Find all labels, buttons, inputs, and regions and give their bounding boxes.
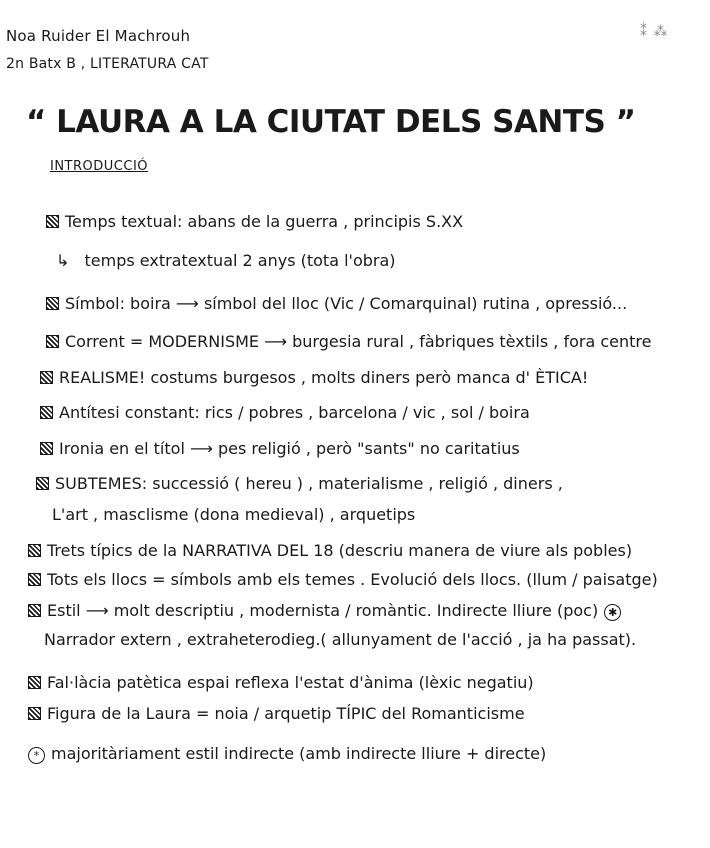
list-item-continuation: Narrador extern , extraheterodieg.( allunyament de l'acció , ja ha passat).	[44, 630, 637, 649]
list-item	[46, 294, 627, 313]
checkbox-icon	[40, 442, 53, 455]
list-item	[46, 212, 463, 231]
checkbox-icon	[28, 544, 41, 557]
list-item	[28, 570, 658, 589]
checkbox-icon	[46, 335, 59, 348]
page-title: “ LAURA A LA CIUTAT DELS SANTS ”	[26, 104, 636, 140]
list-item	[40, 368, 588, 387]
checkbox-icon	[28, 573, 41, 586]
checkbox-icon	[28, 707, 41, 720]
list-item-text: Ironia en el títol ⟶ pes religió , però "sants" no caritatius	[59, 439, 520, 458]
list-item-text: Trets típics de la NARRATIVA DEL 18 (descriu manera de viure als pobles)	[47, 541, 633, 560]
list-item-continuation: L'art , masclisme (dona medieval) , arquetips	[52, 505, 416, 524]
list-item-text: Corrent = MODERNISME ⟶ burgesia rural , fàbriques tèxtils , fora centre	[65, 332, 652, 351]
list-item-text: Estil ⟶ molt descriptiu , modernista / romàntic. Indirecte lliure (poc)	[47, 601, 599, 620]
list-item	[46, 332, 651, 351]
list-item	[28, 704, 525, 723]
corner-arrow-icon: ↳	[56, 251, 70, 270]
course-label: 2n Batx B , LITERATURA CAT	[6, 56, 209, 72]
asterisk-circle-icon: ✱	[604, 604, 621, 621]
author-name: Noa Ruider El Machrouh	[6, 27, 191, 45]
list-item-text: REALISME! costums burgesos , molts diners però manca d' ÈTICA!	[59, 368, 589, 387]
list-item-text: Antítesi constant: rics / pobres , barcelona / vic , sol / boira	[59, 403, 530, 422]
checkbox-icon	[28, 604, 41, 617]
list-item-text: Fal·làcia patètica espai reflexa l'estat d'ànima (lèxic negatiu)	[47, 673, 534, 692]
list-item	[28, 673, 534, 692]
list-item	[40, 439, 520, 458]
checkbox-icon	[36, 477, 49, 490]
corner-mark: ⁑ ⁂	[640, 24, 669, 40]
list-item-text: Tots els llocs = símbols amb els temes . Evolució dels llocs. (llum / paisatge)	[47, 570, 658, 589]
list-item	[40, 403, 530, 422]
list-item-text: Temps textual: abans de la guerra , principis S.XX	[65, 212, 464, 231]
section-subtitle: INTRODUCCIÓ	[50, 159, 149, 174]
list-item	[28, 541, 632, 560]
list-item	[36, 474, 563, 493]
asterisk-circle-icon: *	[28, 747, 45, 764]
list-item-text: SUBTEMES: successió ( hereu ) , materialisme , religió , diners ,	[55, 474, 563, 493]
list-item-text: temps extratextual 2 anys (tota l'obra)	[84, 251, 396, 270]
checkbox-icon	[40, 406, 53, 419]
checkbox-icon	[46, 297, 59, 310]
list-item-text: Figura de la Laura = noia / arquetip TÍPIC del Romanticisme	[47, 704, 525, 723]
checkbox-icon	[46, 215, 59, 228]
list-item-text: Símbol: boira ⟶ símbol del lloc (Vic / Comarquinal) rutina , opressió...	[65, 294, 628, 313]
footnote-text: majoritàriament estil indirecte (amb indirecte lliure + directe)	[51, 744, 547, 763]
checkbox-icon	[40, 371, 53, 384]
checkbox-icon	[28, 676, 41, 689]
footnote	[28, 744, 546, 764]
list-subitem	[56, 251, 396, 270]
list-item	[28, 601, 621, 621]
